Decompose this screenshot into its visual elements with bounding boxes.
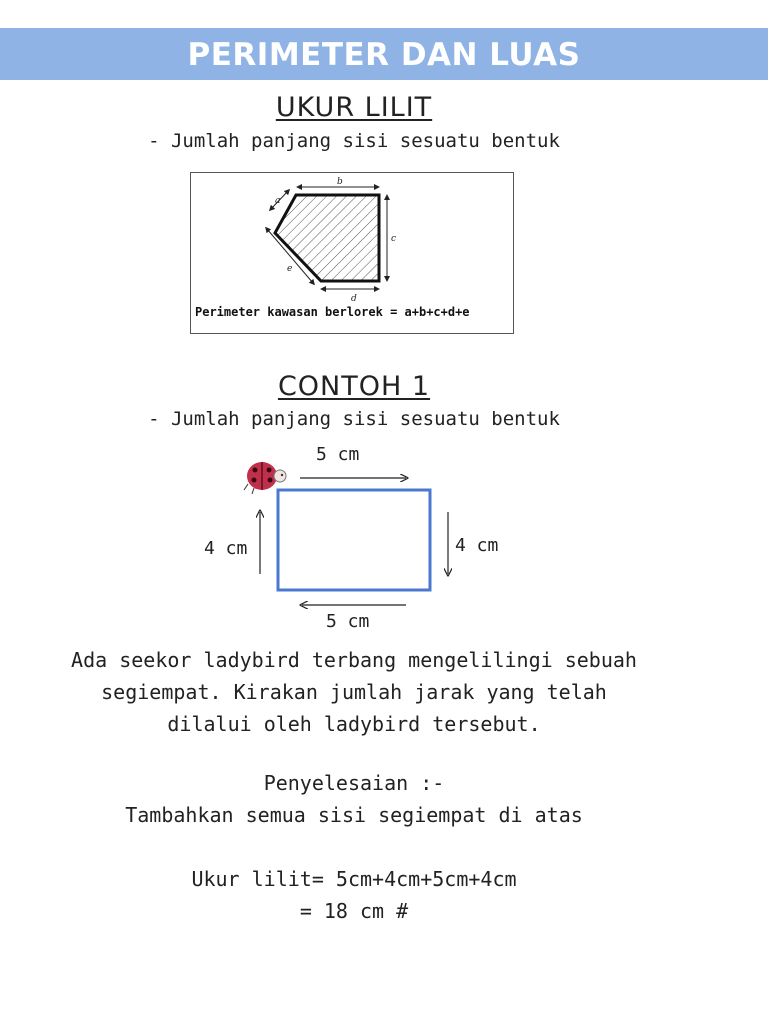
label-c: c	[391, 234, 397, 244]
solution-title: Penyelesaian :-	[263, 771, 445, 795]
rectangle-shape	[278, 490, 430, 590]
problem-line-1: Ada seekor ladybird terbang mengelilingi sebuah	[71, 648, 637, 672]
page-title: PERIMETER DAN LUAS	[187, 37, 581, 73]
calculation-line-1: Ukur lilit= 5cm+4cm+5cm+4cm	[191, 867, 517, 891]
label-b: b	[337, 177, 343, 187]
label-right-length: 4 cm	[455, 535, 499, 556]
label-bottom-length: 5 cm	[326, 611, 370, 632]
label-a: a	[275, 196, 281, 206]
pentagon-figure	[190, 172, 514, 334]
label-d: d	[351, 294, 357, 304]
rectangle-diagram	[240, 450, 460, 620]
figure-caption: Perimeter kawasan berlorek = a+b+c+d+e	[195, 305, 470, 319]
section-heading-contoh-1: CONTOH 1	[277, 371, 431, 402]
solution-step: Tambahkan semua sisi segiempat di atas	[125, 803, 583, 827]
label-left-length: 4 cm	[204, 538, 248, 559]
definition-text-2: - Jumlah panjang sisi sesuatu bentuk	[148, 408, 560, 430]
definition-text: - Jumlah panjang sisi sesuatu bentuk	[148, 130, 560, 152]
label-top-length: 5 cm	[316, 444, 360, 465]
problem-text	[0, 644, 708, 740]
problem-line-2: segiempat. Kirakan jumlah jarak yang telah	[101, 680, 607, 704]
calculation-result: = 18 cm #	[299, 899, 409, 923]
label-e: e	[287, 264, 293, 274]
problem-line-3: dilalui oleh ladybird tersebut.	[167, 712, 541, 736]
section-heading-ukur-lilit: UKUR LILIT	[275, 92, 433, 123]
